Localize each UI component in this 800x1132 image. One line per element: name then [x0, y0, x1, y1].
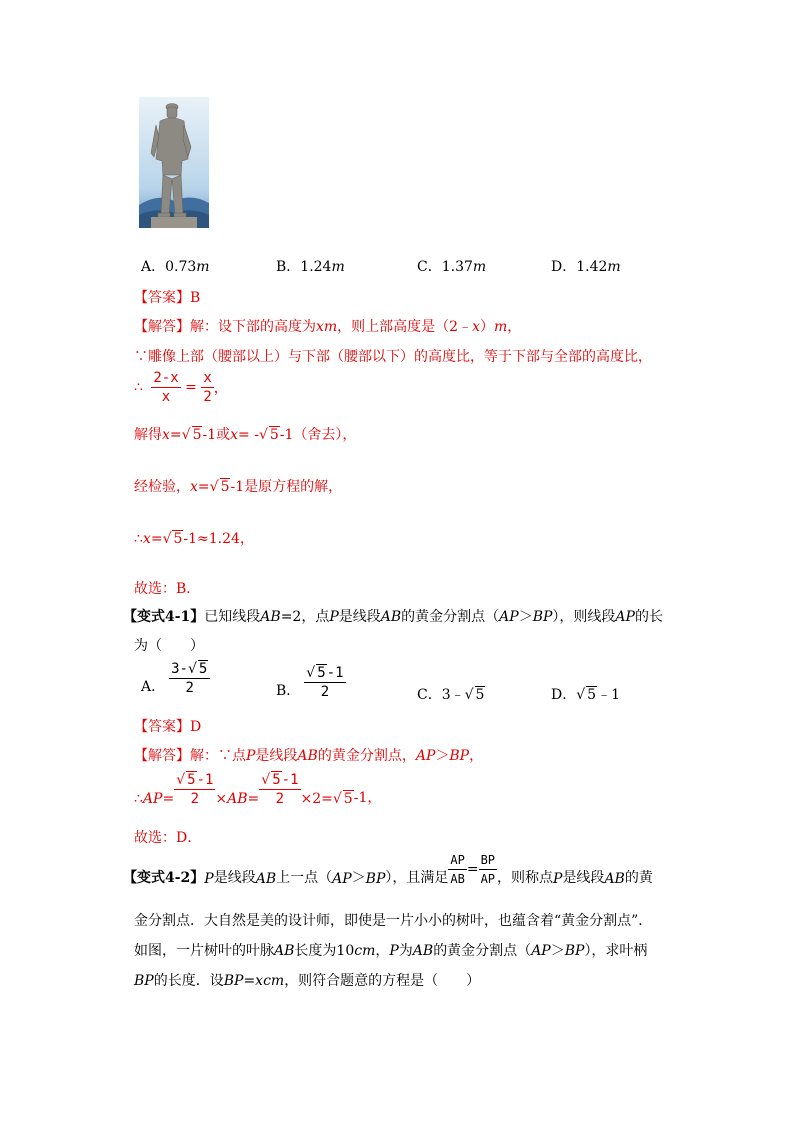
numerator-text: 3- [171, 661, 188, 677]
fraction-denominator: 2 [185, 680, 194, 696]
stem-text: =2，点 [280, 609, 330, 625]
times-sign: × [215, 791, 228, 807]
segment-bp: BP [532, 609, 553, 625]
option-label: D． [551, 687, 577, 703]
numerator-text: -1 [281, 772, 299, 788]
therefore-symbol: ∴ [134, 791, 143, 807]
fraction-numerator [259, 771, 300, 790]
fraction-numerator: x [203, 370, 212, 386]
point-p: P [204, 871, 214, 887]
sqrt-icon: √ [176, 772, 186, 788]
analysis-text: ） [480, 319, 494, 335]
segment-bp: BP [365, 871, 386, 887]
segment-ap: AP [332, 871, 352, 887]
option-a-text: A．0.73 [141, 259, 197, 275]
radicand: 5 [192, 427, 202, 443]
v42-line-4 [134, 970, 480, 990]
golden-fraction [259, 771, 300, 807]
analysis-text: ＞ [435, 748, 450, 764]
segment-ap: AP [531, 943, 551, 959]
option-text: ﹣1 [597, 687, 620, 703]
point-p: P [389, 943, 399, 959]
v41-option-b [276, 664, 346, 700]
analysis-text: 解：设下部的高度为 [190, 319, 316, 335]
segment-ab: AB [260, 609, 281, 625]
statue-photo [139, 97, 209, 228]
fraction-denominator: 2 [203, 389, 212, 405]
stem-text: 为 [398, 943, 413, 959]
therefore-symbol: ∴ [134, 379, 143, 396]
golden-fraction [174, 771, 215, 807]
v42-tag: 【变式4-2】 [123, 870, 205, 886]
fraction-denominator: 2 [320, 684, 330, 700]
analysis-text: 是线段 [255, 748, 298, 764]
fraction-numerator [174, 771, 215, 790]
stem-text: 已知线段 [204, 609, 261, 625]
analysis-line-6 [134, 528, 254, 548]
analysis-text: 解：∵点 [190, 748, 246, 764]
point-p: P [553, 871, 563, 887]
v41-answer [134, 716, 201, 736]
sqrt-icon: √ [258, 427, 268, 443]
choose-line: 故选：B． [134, 581, 201, 597]
analysis-tag: 【解答】 [134, 319, 190, 335]
analysis-text: ，则上部高度是（2﹣ [337, 319, 473, 335]
segment-ab: AB [604, 871, 625, 887]
option-d-unit: m [607, 259, 621, 275]
ratio-ap-ab [448, 852, 466, 887]
fraction-numerator: AP [448, 852, 466, 870]
stem-text: ），求叶柄 [584, 943, 648, 959]
analysis-text: -1≈1.24， [183, 531, 254, 547]
stem-text: 上一点（ [276, 870, 333, 886]
fraction-left [151, 370, 180, 405]
segment-ab: AB [297, 748, 318, 764]
analysis-text: -1是原方程的解， [230, 479, 343, 495]
fraction-denominator: 2 [190, 791, 200, 807]
sqrt-icon: √ [209, 479, 219, 495]
analysis-line-5 [134, 476, 342, 496]
v42-line-3 [134, 940, 647, 960]
unit-m: m [494, 319, 508, 335]
analysis-tag: 【解答】 [134, 748, 190, 764]
stem-text: ），且满足 [385, 870, 449, 886]
var-x: x [142, 531, 151, 547]
fraction-numerator [304, 664, 345, 683]
stem-text: ， [375, 943, 390, 959]
option-a [141, 256, 210, 276]
segment-bp: BP [134, 973, 154, 989]
option-b-unit: m [331, 259, 345, 275]
segment-ab: AB [412, 943, 434, 959]
radicand: 5 [272, 772, 281, 788]
analysis-text: 解得 [134, 427, 162, 443]
answer-line-1 [134, 287, 200, 307]
analysis-text: -1或 [202, 427, 231, 443]
v41-tag: 【变式4-1】 [123, 609, 205, 625]
option-d-text: D．1.42 [551, 259, 608, 275]
v41-option-c [417, 684, 485, 704]
radicand: 5 [269, 427, 279, 443]
v41-stem-line-1 [123, 606, 663, 626]
answer-tag: 【答案】 [134, 719, 190, 735]
analysis-text: ， [507, 319, 522, 335]
stem-text: 的黄金分割点（ [433, 943, 532, 959]
sqrt-icon: √ [576, 687, 586, 703]
equals-sign: = [466, 861, 479, 878]
stem-text: ＞ [518, 609, 533, 625]
segment-ab: AB [227, 791, 248, 807]
radicand: 5 [587, 687, 597, 703]
stem-text: ＞ [351, 870, 366, 886]
radicand: 5 [220, 479, 230, 495]
stem-text: ，则符合题意的方程是（ ） [284, 973, 481, 989]
stem-text: 的黄 [624, 870, 653, 886]
analysis-text: ， [469, 748, 484, 764]
analysis-text: -1， [353, 790, 382, 806]
option-text: C．3﹣ [417, 687, 465, 703]
option-a-fraction [169, 660, 210, 696]
fraction-denominator: AB [450, 872, 465, 886]
therefore-symbol: ∴ [134, 531, 143, 547]
stem-text: ），则线段 [552, 609, 616, 625]
var-xm: xm [316, 319, 338, 335]
equals-sign: = [162, 791, 175, 807]
radicand: 5 [187, 772, 196, 788]
radicand: 5 [317, 665, 326, 681]
analysis-text: = - [238, 427, 259, 443]
var-x: x [162, 427, 170, 443]
stem-text: 的黄金分割点（ [401, 609, 500, 625]
answer-value: D [190, 719, 202, 735]
stem-text: 的长 [634, 609, 663, 625]
sqrt-icon: √ [464, 687, 474, 703]
option-label: B． [276, 683, 301, 699]
segment-ap: AP [499, 609, 519, 625]
v41-stem-line-2: 为（ ） [134, 638, 204, 654]
radicand: 5 [475, 687, 485, 703]
segment-ab: AB [380, 609, 402, 625]
numerator-text: -1 [326, 665, 344, 681]
analysis-line-4 [134, 424, 356, 444]
segment-ap: AP [615, 609, 635, 625]
segment-bp: BP [223, 973, 244, 989]
equals-sign: = [243, 973, 256, 989]
v41-option-d [551, 684, 620, 704]
var-xcm: xcm [255, 973, 285, 989]
radicand: 5 [173, 531, 183, 547]
radicand: 5 [343, 791, 353, 807]
stem-text: 是线段 [338, 609, 381, 625]
option-c [417, 256, 486, 276]
point-p: P [329, 609, 339, 625]
option-b-fraction [304, 664, 345, 700]
stem-text: 是线段 [562, 870, 605, 886]
option-c-unit: m [472, 259, 487, 275]
unit-cm: cm [354, 943, 376, 959]
stem-text: ，则称点 [497, 870, 554, 886]
v41-analysis-line-2 [134, 771, 381, 807]
option-d [551, 256, 621, 276]
v41-option-a [141, 661, 210, 696]
stem-text: 长度为10 [294, 943, 355, 959]
numerator-text: -1 [196, 772, 214, 788]
sqrt-icon: √ [332, 791, 342, 807]
point-p: P [246, 748, 256, 764]
sqrt-icon: √ [187, 661, 197, 677]
segment-bp: BP [564, 943, 585, 959]
proportion-equation [134, 370, 228, 405]
sqrt-icon: √ [261, 772, 271, 788]
equals-sign: = [169, 427, 182, 443]
fraction-denominator: x [161, 389, 171, 405]
stem-text: 的长度．设 [153, 973, 224, 989]
segment-ap: AP [142, 791, 163, 807]
comma: ， [213, 380, 228, 397]
equals-sign: = [197, 479, 210, 495]
equals-sign: = [150, 531, 163, 547]
v42-line-1 [123, 852, 653, 887]
radicand: 5 [198, 661, 208, 677]
var-x: x [472, 319, 480, 335]
stem-text: 如图，一片树叶的叶脉 [134, 943, 274, 959]
fraction-numerator [169, 660, 210, 679]
option-b [276, 256, 345, 276]
analysis-text: -1（舍去）， [279, 427, 357, 443]
v41-analysis-line-1 [134, 745, 483, 765]
stem-text: ＞ [550, 943, 565, 959]
fraction-numerator: 2-x [153, 370, 179, 386]
sqrt-icon: √ [181, 427, 191, 443]
equals-sign: = [185, 379, 197, 396]
v42-line-2: 金分割点．大自然是美的设计师，即使是一片小小的树叶，也蕴含着“黄金分割点”． [134, 913, 653, 929]
sqrt-icon: √ [306, 665, 316, 681]
ratio-bp-ap [479, 852, 497, 887]
fraction-denominator: 2 [275, 791, 285, 807]
analysis-text: 的黄金分割点， [317, 748, 416, 764]
var-x: x [230, 427, 239, 443]
equals-sign: = [247, 791, 260, 807]
sqrt-icon: √ [162, 531, 172, 547]
fraction-denominator: AP [480, 872, 496, 886]
segment-bp: BP [449, 748, 470, 764]
fraction-numerator: BP [479, 852, 497, 870]
analysis-line-1 [134, 316, 521, 336]
analysis-line-2: ∵雕像上部（腰部以上）与下部（腰部以下）的高度比，等于下部与全部的高度比， [134, 349, 652, 365]
analysis-text: 经检验， [134, 479, 190, 495]
stem-text: 是线段 [213, 870, 256, 886]
analysis-text: ×2= [300, 791, 333, 807]
option-label: A． [141, 679, 166, 695]
fraction-right [201, 370, 213, 405]
option-b-text: B．1.24 [276, 259, 332, 275]
option-c-text: C．1.37 [417, 259, 473, 275]
segment-ab: AB [274, 943, 295, 959]
var-x: x [190, 479, 198, 495]
segment-ab: AB [255, 871, 277, 887]
answer-value: B [190, 290, 201, 306]
segment-ap: AP [415, 748, 436, 764]
option-a-unit: m [196, 259, 210, 275]
v41-choose: 故选：D． [134, 830, 202, 846]
answer-tag: 【答案】 [134, 290, 190, 306]
